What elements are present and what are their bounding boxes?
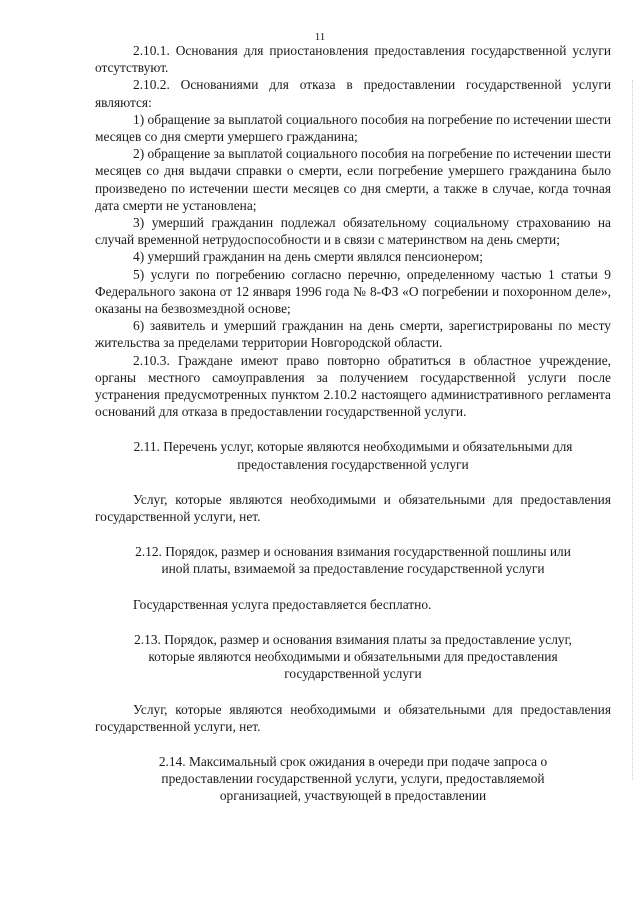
document-body	[95, 42, 611, 805]
list-item-3: 3) умерший гражданин подлежал обязательному социальному страхованию на случай временной нетрудоспособности и в связи с материнством на день смерти;	[95, 215, 611, 248]
page-number: 11	[314, 31, 326, 43]
scan-edge-mark	[632, 80, 634, 780]
list-item-4: 4) умерший гражданин на день смерти являлся пенсионером;	[133, 249, 483, 265]
list-item-6: 6) заявитель и умерший гражданин на день смерти, зарегистрированы по месту жительства за пределами территории Новгородской области.	[95, 318, 611, 351]
paragraph-2-10-2: 2.10.2. Основаниями для отказа в предоставлении государственной услуги являются:	[95, 77, 611, 110]
paragraph-2-10-1: 2.10.1. Основания для приостановления предоставления государственной услуги отсутствуют.	[95, 43, 611, 76]
list-item-2: 2) обращение за выплатой социального пособия на погребение по истечении шести месяцев со дня выдачи справки о смерти, если погребение умершего гражданина было произведено по истечении шести месяцев со дня смерти, а также в случае, когда точная дата смерти не установлена;	[95, 146, 611, 213]
paragraph-2-10-3: 2.10.3. Граждане имеют право повторно обратиться в областное учреждение, органы местного самоуправления за получением государственной услуги после устранения предусмотренных пунктом 2.10.2 настоящего административного регламента оснований для отказа в предоставлении государственной услуги.	[95, 352, 611, 420]
list-item-1: 1) обращение за выплатой социального пособия на погребение по истечении шести месяцев со дня смерти умершего гражданина;	[95, 111, 611, 145]
section-heading-2-13: 2.13. Порядок, размер и основания взимания платы за предоставление услуг, которые являются необходимыми и обязательными для предоставления государственной услуги	[134, 631, 572, 682]
section-text-2-12: Государственная услуга предоставляется бесплатно.	[133, 596, 432, 612]
section-text-2-13: Услуг, которые являются необходимыми и обязательными для предоставления государственной услуги, нет.	[95, 701, 611, 734]
section-heading-2-11: 2.11. Перечень услуг, которые являются необходимыми и обязательными для предоставления государственной услуги	[133, 439, 573, 472]
section-heading-2-12: 2.12. Порядок, размер и основания взимания государственной пошлины или иной платы, взимаемой за предоставление государственной услуги	[135, 544, 571, 577]
list-item-5: 5) услуги по погребению согласно перечню, определенному частью 1 статьи 9 Федерального закона от 12 января 1996 года № 8-ФЗ «О погребении и похоронном деле», оказаны на безвозмездной основе;	[95, 266, 611, 317]
section-text-2-11: Услуг, которые являются необходимыми и обязательными для предоставления государственной услуги, нет.	[95, 491, 611, 525]
section-heading-2-14: 2.14. Максимальный срок ожидания в очереди при подаче запроса о предоставлении государственной услуги, услуги, предоставляемой организацией, участвующей в предоставлении	[158, 753, 548, 804]
